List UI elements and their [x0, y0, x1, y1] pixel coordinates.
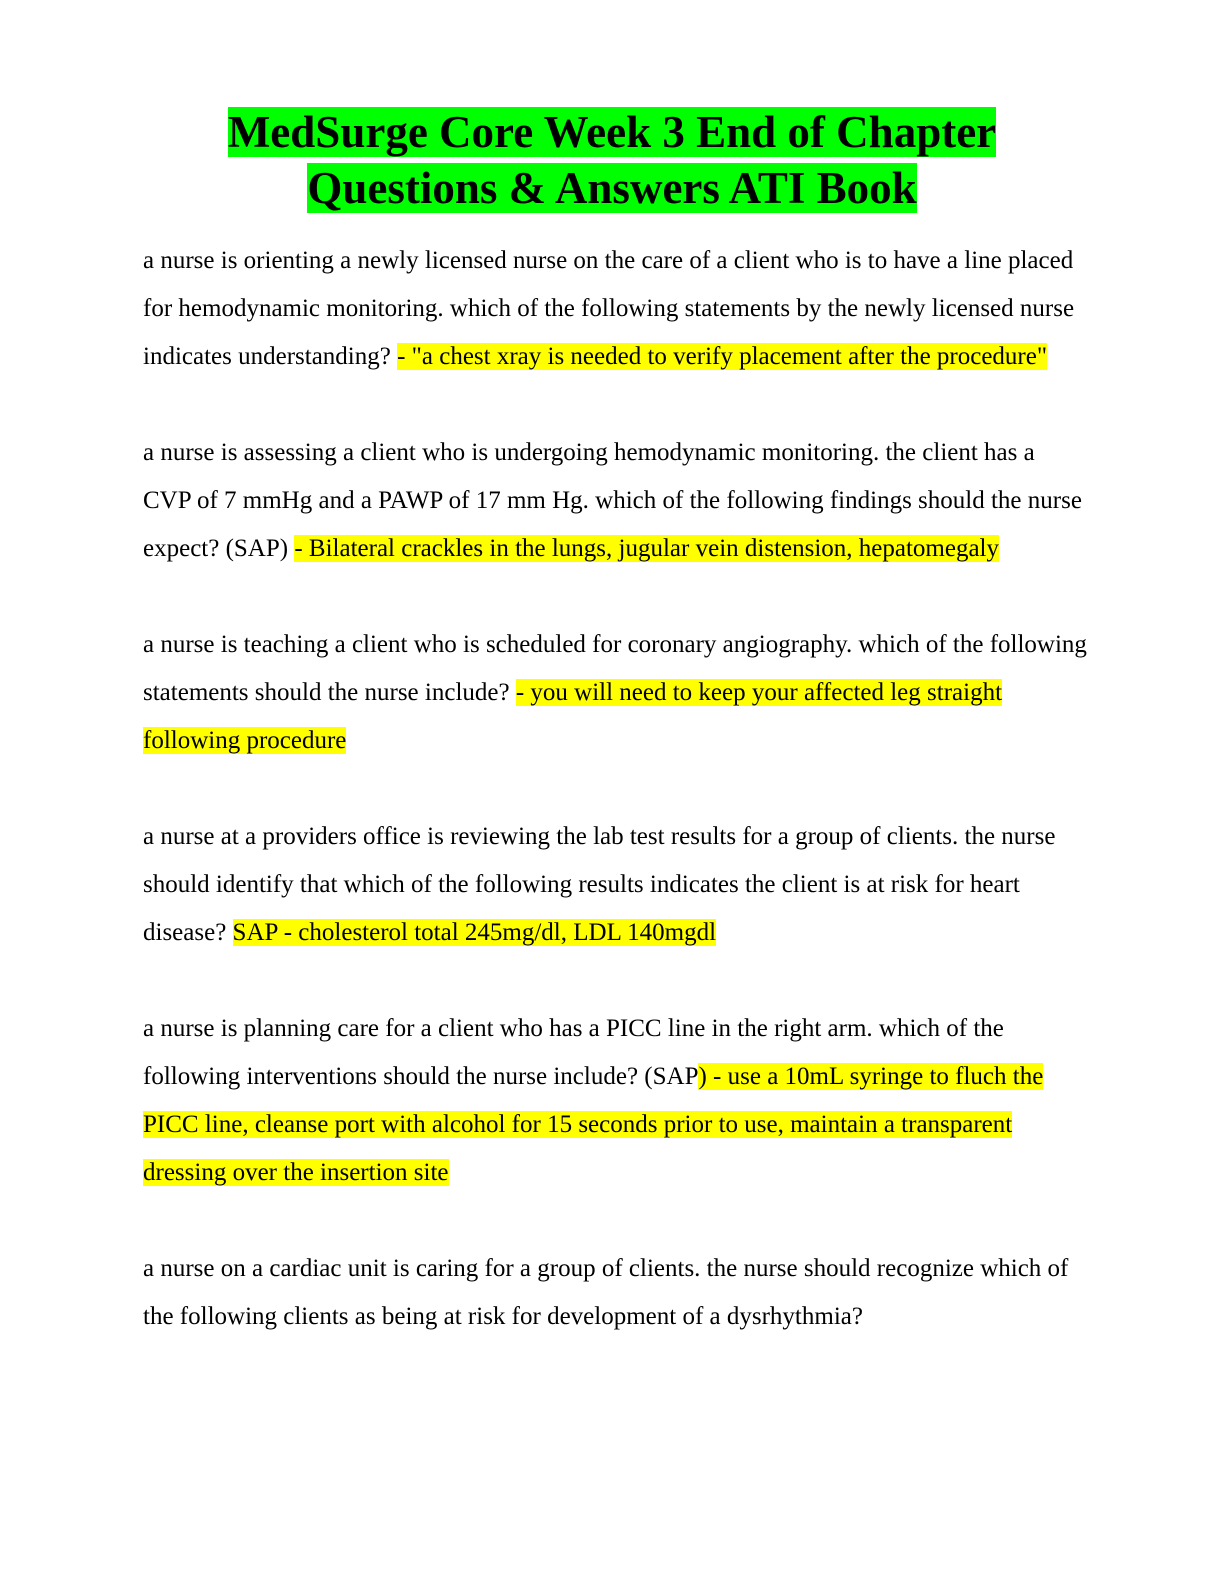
question-text: a nurse is teaching a client who is scheduled for coronary angiography. which of the following statements should the nurse include?: [143, 631, 1087, 706]
question-text: a nurse on a cardiac unit is caring for a group of clients. the nurse should recognize which of the following clients as being at risk for development of a dysrhythmia?: [143, 1255, 1069, 1330]
answer-text: - Bilateral crackles in the lungs, jugular vein distension, hepatomegaly: [294, 535, 1000, 562]
answer-text: ) - use a 10mL syringe to fluch the PICC line, cleanse port with alcohol for 15 seconds prior to use, maintain a transparent dressing over the insertion site: [143, 1063, 1044, 1186]
title-line-1: MedSurge Core Week 3 End of Chapter: [227, 107, 997, 157]
qa-item-5: [143, 1005, 1088, 1197]
qa-item-2: [143, 429, 1088, 573]
qa-list: [143, 237, 1088, 1389]
question-text: a nurse is planning care for a client who has a PICC line in the right arm. which of the following interventions should the nurse include? (SAP: [143, 1015, 1004, 1090]
question-text: a nurse is orienting a newly licensed nurse on the care of a client who is to have a line placed for hemodynamic monitoring. which of the following statements by the newly licensed nurse indicates understanding?: [143, 247, 1075, 370]
qa-item-3: [143, 621, 1088, 765]
qa-item-6: [143, 1245, 1088, 1341]
document-title: [0, 104, 1224, 216]
answer-text: SAP - cholesterol total 245mg/dl, LDL 140mgdl: [232, 919, 717, 946]
question-text: a nurse at a providers office is reviewing the lab test results for a group of clients. the nurse should identify that which of the following results indicates the client is at risk for heart disease?: [143, 823, 1056, 946]
answer-text: - "a chest xray is needed to verify placement after the procedure": [397, 343, 1048, 370]
answer-text: - you will need to keep your affected leg straight following procedure: [143, 679, 1003, 754]
qa-item-1: [143, 237, 1088, 381]
title-line-2: Questions & Answers ATI Book: [307, 163, 917, 213]
question-text: a nurse is assessing a client who is undergoing hemodynamic monitoring. the client has a CVP of 7 mmHg and a PAWP of 17 mm Hg. which of the following findings should the nurse expect? (SAP): [143, 439, 1082, 562]
qa-item-4: [143, 813, 1088, 957]
